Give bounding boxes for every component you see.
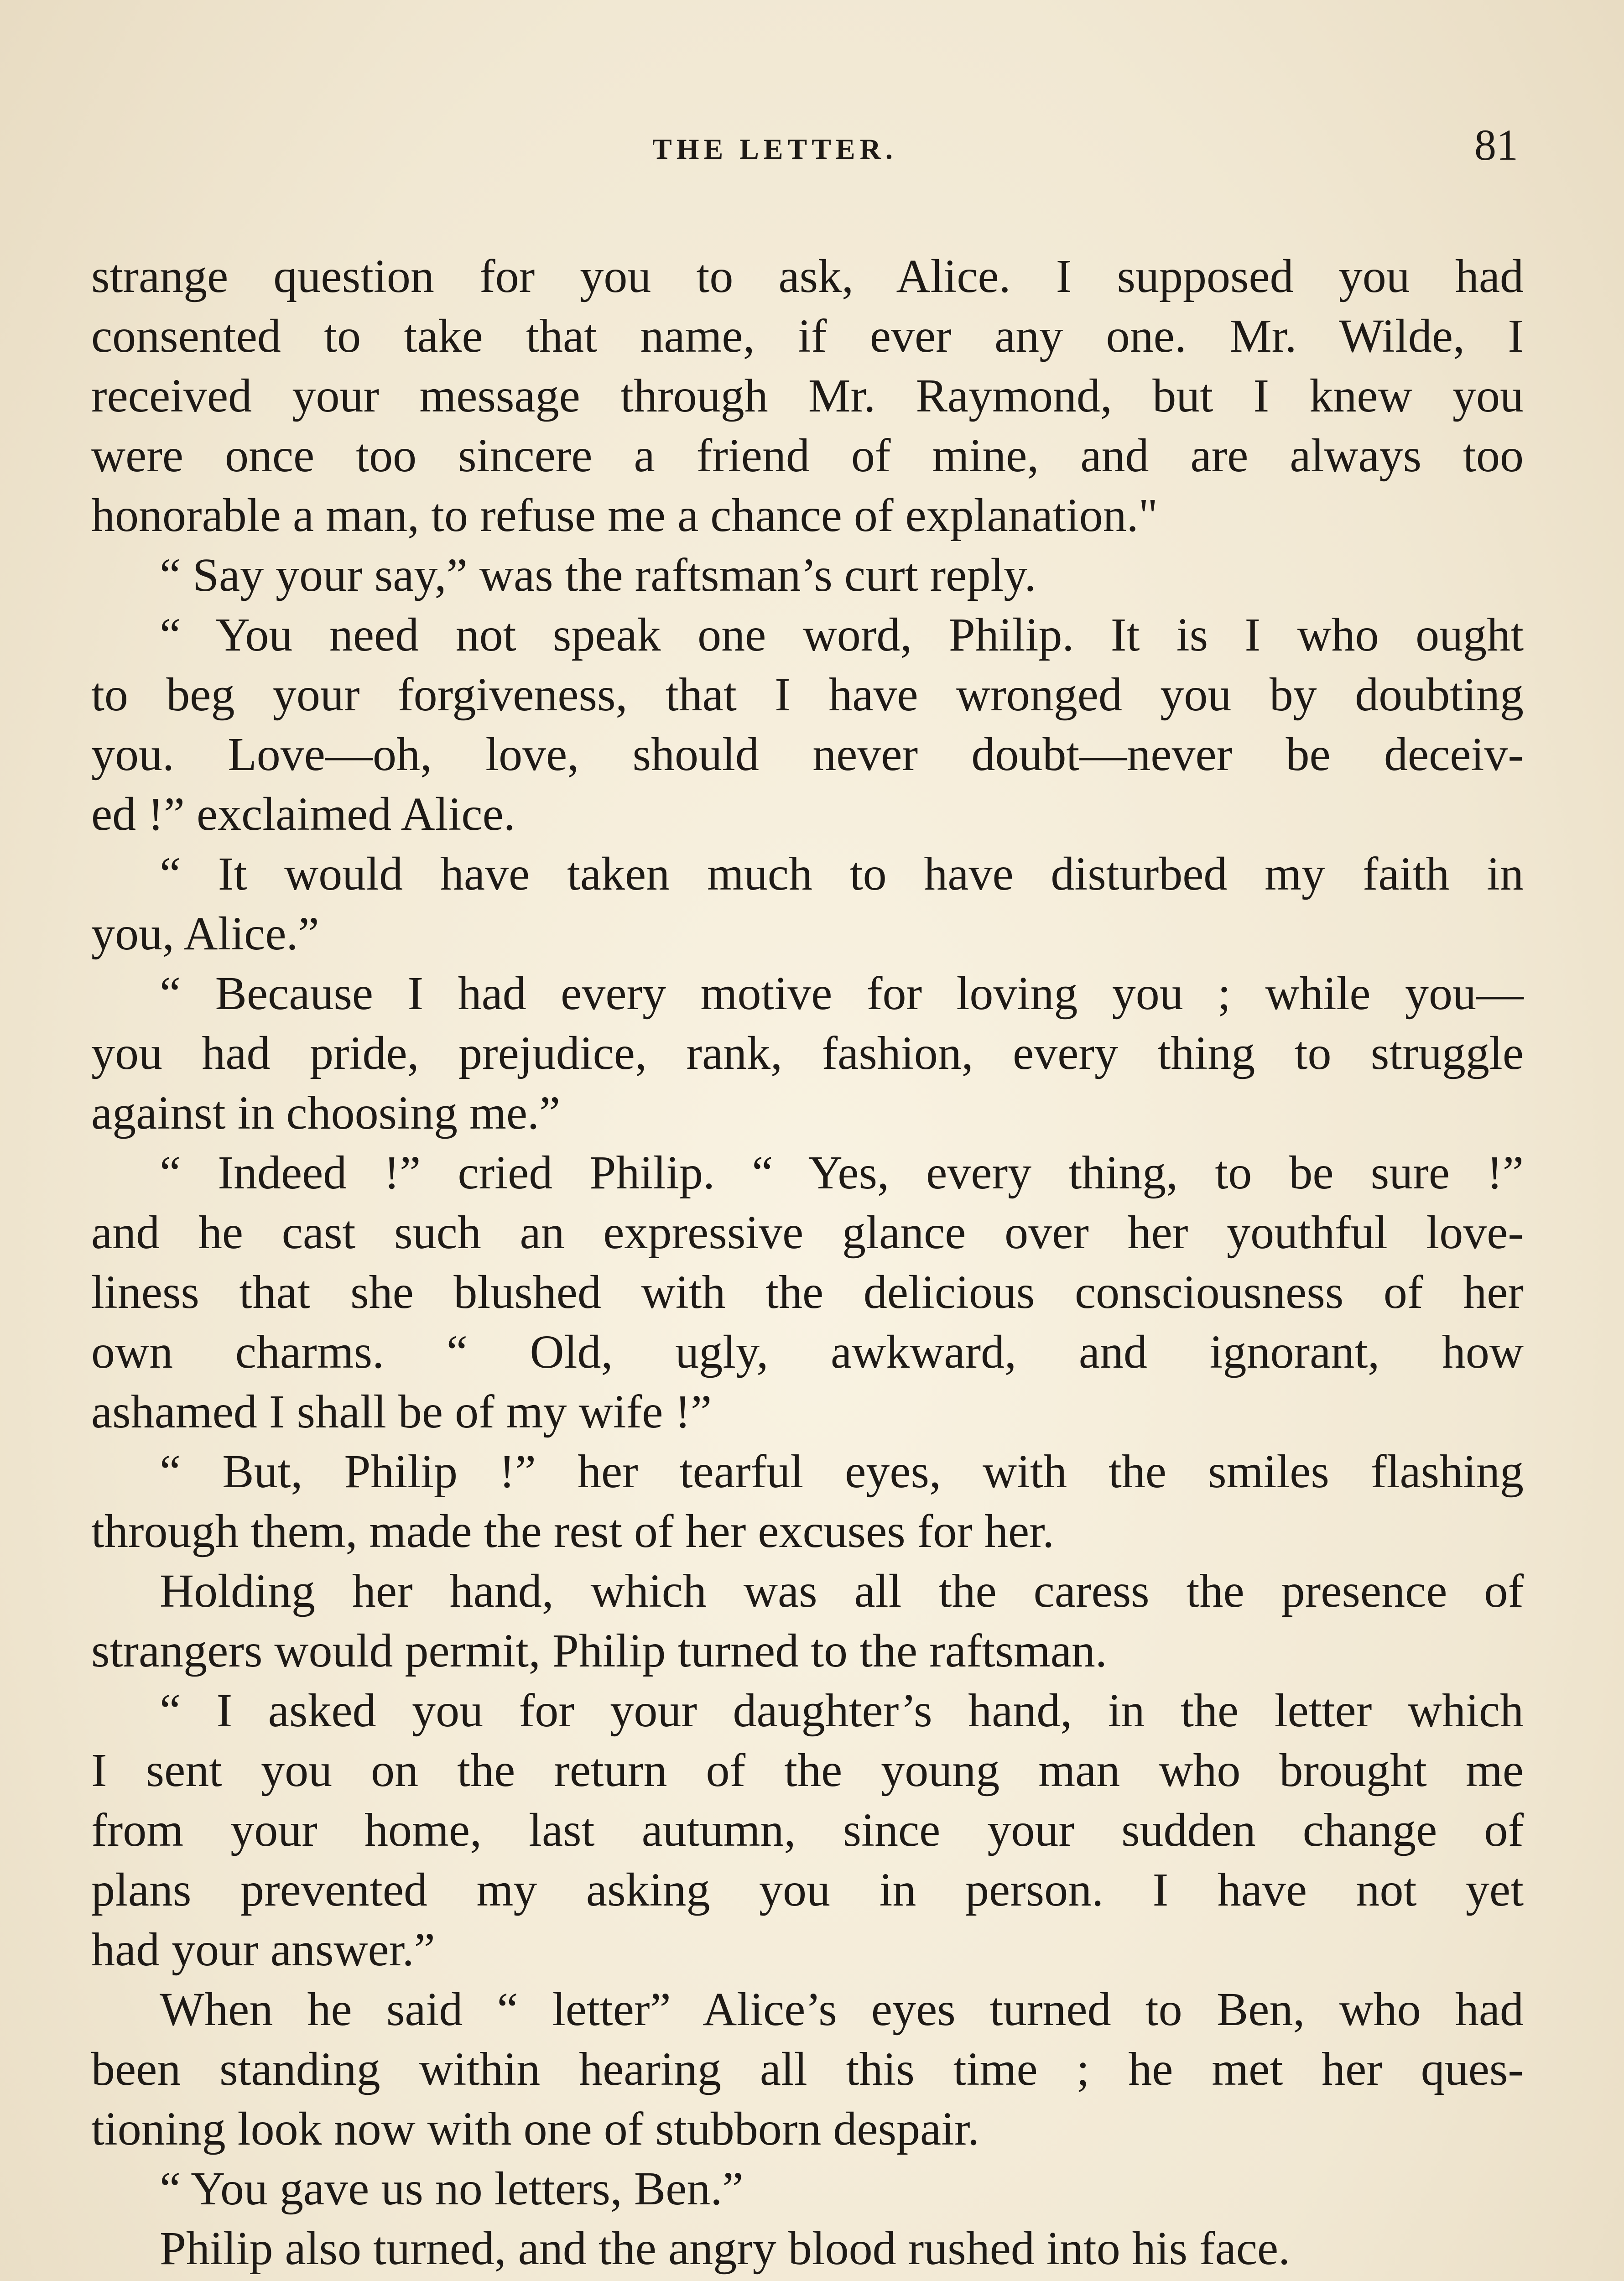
text-line: honorable a man, to refuse me a chance of explanation." [91, 489, 1158, 542]
text-line: been standing within hearing all this time ; he met her ques- [91, 2043, 1524, 2095]
text-line: you, Alice.” [91, 907, 319, 960]
text-line: own charms. “ Old, ugly, awkward, and ignorant, how [91, 1326, 1524, 1378]
text-line: “ Indeed !” cried Philip. “ Yes, every thing, to be sure !” [160, 1146, 1524, 1199]
text-line: “ You need not speak one word, Philip. It is I who ought [160, 609, 1524, 661]
text-line: “ But, Philip !” her tearful eyes, with the smiles flashing [160, 1445, 1524, 1498]
text-line: strangers would permit, Philip turned to the raftsman. [91, 1625, 1107, 1677]
text-line: you had pride, prejudice, rank, fashion, every thing to struggle [91, 1027, 1524, 1079]
text-line [91, 2278, 1524, 2281]
text-line: through them, made the rest of her excuses for her. [91, 1505, 1055, 1557]
text-line: “ Because I had every motive for loving you ; while you— [160, 967, 1524, 1020]
text-line: strange question for you to ask, Alice. I supposed you had [91, 250, 1524, 302]
text-line: “ Say your say,” was the raftsman’s curt reply. [160, 549, 1036, 601]
text-line: and he cast such an expressive glance over her youthful love- [91, 1206, 1524, 1259]
body-text [91, 246, 1524, 2281]
text-line: “ I asked you for your daughter’s hand, in the letter which [160, 1684, 1524, 1737]
text-line: When he said “ letter” Alice’s eyes turned to Ben, who had [160, 1983, 1524, 2036]
text-line: tioning look now with one of stubborn despair. [91, 2103, 979, 2155]
text-line: Holding her hand, which was all the caress the presence of [160, 1565, 1524, 1617]
text-line: had your answer.” [91, 1923, 435, 1976]
text-line: from your home, last autumn, since your sudden change of [91, 1804, 1524, 1856]
text-line: plans prevented my asking you in person. I have not yet [91, 1864, 1524, 1916]
text-line: liness that she blushed with the delicious consciousness of her [91, 1266, 1524, 1318]
text-line: “ You gave us no letters, Ben.” [160, 2162, 744, 2215]
page-number: 81 [1474, 120, 1518, 169]
text-line: Philip also turned, and the angry blood rushed into his face. [160, 2222, 1291, 2275]
text-line: you. Love—oh, love, should never doubt—never be deceiv- [91, 728, 1524, 781]
text-line: to beg your forgiveness, that I have wronged you by doubting [91, 668, 1524, 721]
text-line: ashamed I shall be of my wife !” [91, 1385, 712, 1438]
text-line: received your message through Mr. Raymond, but I knew you [91, 370, 1524, 422]
text-line: ed !” exclaimed Alice. [91, 788, 515, 840]
text-line: were once too sincere a friend of mine, and are always too [91, 429, 1524, 482]
text-line: I sent you on the return of the young man who brought me [91, 1744, 1524, 1797]
text-line: “ It would have taken much to have disturbed my faith in [160, 848, 1524, 900]
text-line: consented to take that name, if ever any one. Mr. Wilde, I [91, 310, 1524, 362]
running-head: THE LETTER. [652, 133, 897, 165]
text-line: against in choosing me.” [91, 1087, 561, 1139]
